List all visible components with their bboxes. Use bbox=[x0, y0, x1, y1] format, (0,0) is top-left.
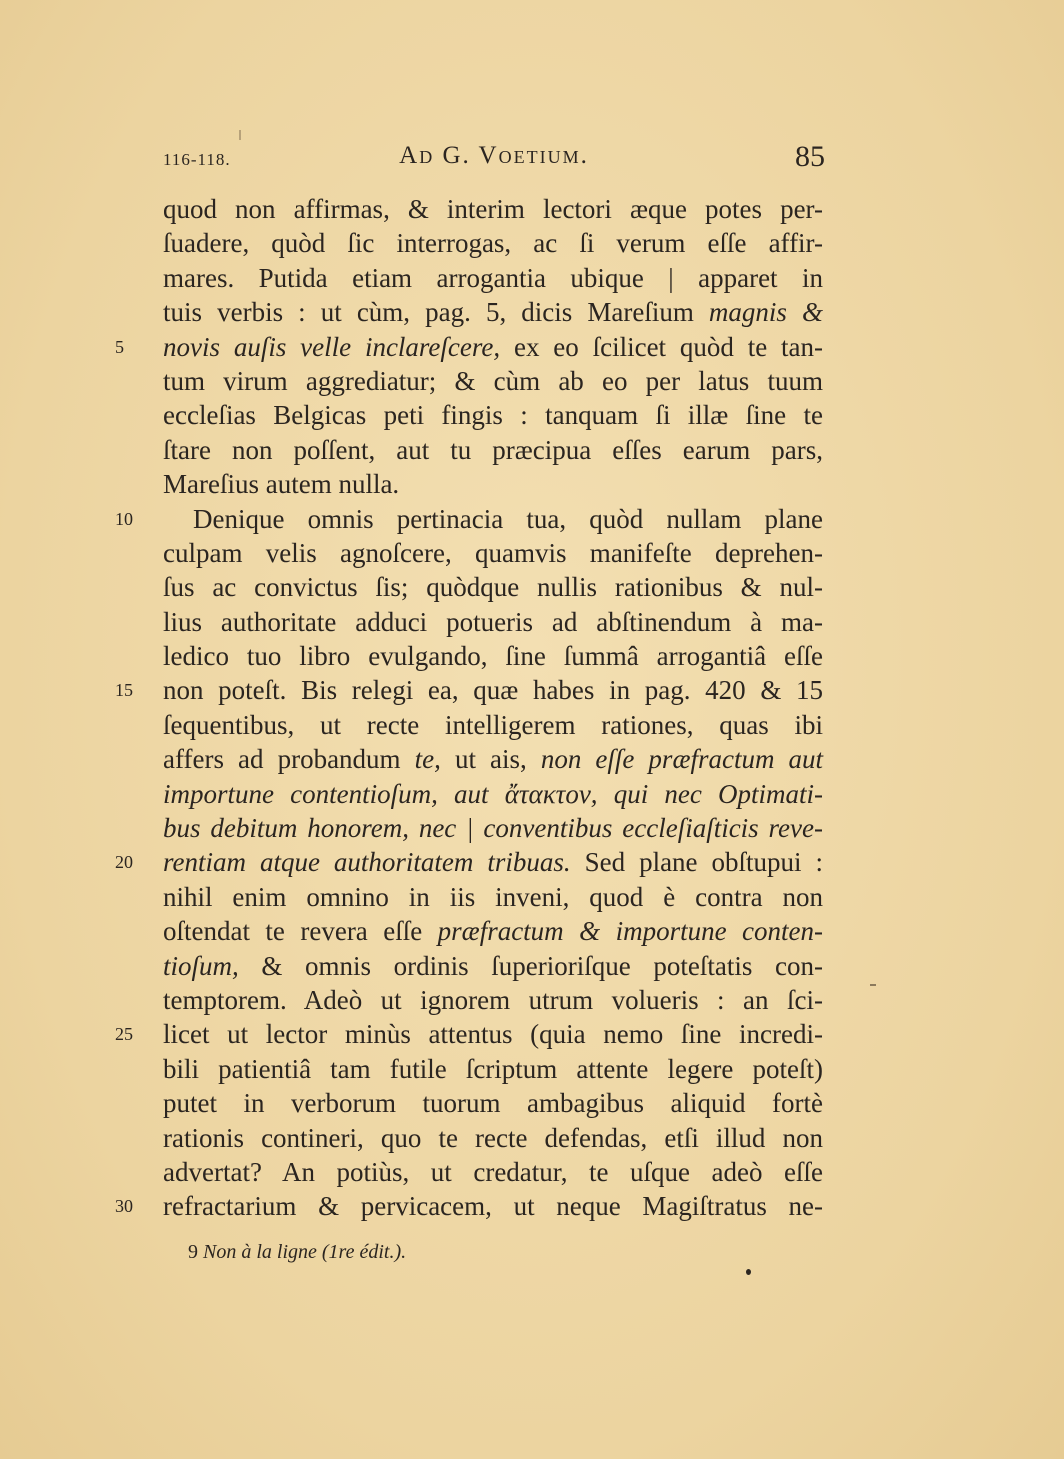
text-segment: ſtare non poſſent, aut tu præcipua eſſes earum pars, bbox=[163, 434, 823, 465]
text-line bbox=[163, 398, 823, 432]
text-segment: tum virum aggrediatur; & cùm ab eo per latus tuum bbox=[163, 365, 823, 396]
text-segment: putet in verborum tuorum ambagibus aliquid fortè bbox=[163, 1088, 823, 1119]
text-segment: Mareſius autem nulla. bbox=[163, 469, 400, 500]
text-segment: oſtendat te revera eſſe bbox=[163, 916, 438, 947]
text-segment: ledico tuo libro evulgando, ſine ſummâ arrogantiâ eſſe bbox=[163, 641, 823, 672]
italic-text: te, bbox=[414, 744, 441, 775]
italic-text: magnis & bbox=[708, 297, 823, 328]
text-line bbox=[163, 742, 823, 776]
text-segment: nihil enim omnino in iis inveni, quod è contra non bbox=[163, 881, 823, 912]
italic-text: bus debitum honorem, nec | conventibus eccleſiaſticis reve- bbox=[163, 813, 823, 844]
line-number: 10 bbox=[115, 508, 133, 529]
text-segment: bili patientiâ tam futile ſcriptum attente legere poteſt) bbox=[163, 1053, 823, 1084]
text-line bbox=[163, 467, 823, 501]
footnote-number: 9 bbox=[188, 1241, 198, 1263]
text-line bbox=[163, 811, 823, 845]
text-line bbox=[163, 1052, 823, 1086]
text-segment: ſuadere, quòd ſic interrogas, ac ſi verum eſſe affir- bbox=[163, 228, 823, 259]
text-segment: licet ut lector minùs attentus (quia nemo ſine incredi- bbox=[163, 1019, 823, 1050]
italic-text: præfractum & importune conten- bbox=[437, 916, 823, 947]
margin-mark bbox=[239, 130, 241, 140]
text-line bbox=[115, 502, 823, 536]
text-segment: quod non affirmas, & interim lectori æque potes per- bbox=[163, 194, 823, 224]
header-range: 116-118. bbox=[163, 150, 231, 169]
text-line bbox=[115, 673, 823, 707]
text-line bbox=[163, 708, 823, 742]
footnote-text: Non à la ligne (1re édit.). bbox=[203, 1241, 407, 1263]
text-line bbox=[163, 880, 823, 914]
italic-text: novis auſis velle inclareſcere, bbox=[163, 331, 501, 362]
text-line bbox=[163, 261, 823, 295]
line-number: 30 bbox=[115, 1196, 133, 1217]
text-segment: rationis contineri, quo te recte defendas, etſi illud non bbox=[163, 1122, 823, 1153]
line-number: 5 bbox=[115, 336, 124, 357]
text-line bbox=[163, 192, 823, 226]
body-text bbox=[115, 192, 824, 1224]
text-segment: refractarium & pervicacem, ut neque Magiſtratus ne- bbox=[163, 1191, 823, 1222]
page-number: 85 bbox=[795, 140, 825, 173]
italic-text: tioſum, bbox=[163, 950, 239, 981]
text-segment: tuis verbis : ut cùm, pag. 5, dicis Mareſium bbox=[163, 297, 709, 328]
italic-text: importune contentioſum, aut ἄτακτον, qui nec Optimati- bbox=[163, 778, 823, 809]
text-line bbox=[163, 983, 823, 1017]
running-header bbox=[163, 142, 825, 182]
text-line bbox=[163, 639, 823, 673]
text-line bbox=[163, 914, 823, 948]
text-line bbox=[163, 433, 823, 467]
text-line bbox=[115, 1189, 823, 1223]
italic-text: rentiam atque authoritatem tribuas. bbox=[163, 847, 571, 878]
text-segment: culpam velis agnoſcere, quamvis manifeſte deprehen- bbox=[163, 537, 823, 568]
text-line bbox=[163, 364, 823, 398]
text-line bbox=[115, 845, 823, 879]
text-segment: & omnis ordinis ſuperioriſque poteſtatis con- bbox=[238, 950, 823, 981]
text-line bbox=[115, 330, 823, 364]
text-line bbox=[163, 605, 823, 639]
line-number: 20 bbox=[115, 852, 133, 873]
text-line bbox=[163, 1121, 823, 1155]
text-line bbox=[163, 570, 823, 604]
text-line bbox=[163, 226, 823, 260]
text-segment: advertat? An potiùs, ut credatur, te uſque adeò eſſe bbox=[163, 1156, 823, 1187]
text-line bbox=[163, 1155, 823, 1189]
text-line bbox=[115, 1017, 823, 1051]
text-segment: eccleſias Belgicas peti fingis : tanquam ſi illæ ſine te bbox=[163, 400, 823, 431]
text-segment: temptorem. Adeò ut ignorem utrum volueris : an ſci- bbox=[163, 984, 823, 1015]
ink-speck bbox=[870, 984, 876, 986]
text-segment: ex eo ſcilicet quòd te tan- bbox=[500, 331, 823, 362]
text-segment: mares. Putida etiam arrogantia ubique | apparet in bbox=[163, 262, 823, 293]
footnote bbox=[188, 1241, 406, 1264]
text-segment: Sed plane obſtupui : bbox=[570, 847, 823, 878]
text-segment: Denique omnis pertinacia tua, quòd nullam plane bbox=[193, 503, 823, 534]
text-line bbox=[163, 536, 823, 570]
text-line bbox=[163, 777, 823, 811]
line-number: 15 bbox=[115, 680, 133, 701]
header-title: Ad G. Voetium. bbox=[399, 142, 589, 169]
italic-text: non eſſe præfractum aut bbox=[540, 744, 824, 775]
line-number: 25 bbox=[115, 1024, 133, 1045]
ink-speck bbox=[746, 1269, 751, 1275]
text-line bbox=[163, 949, 823, 983]
text-line bbox=[163, 295, 823, 329]
text-segment: ſequentibus, ut recte intelligerem rationes, quas ibi bbox=[163, 709, 823, 740]
text-segment: non poteſt. Bis relegi ea, quæ habes in pag. 420 & 15 bbox=[163, 675, 823, 706]
text-segment: ut ais, bbox=[440, 744, 541, 775]
text-segment: lius authoritate adduci potueris ad abſtinendum à ma- bbox=[163, 606, 823, 637]
text-segment: ſus ac convictus ſis; quòdque nullis rationibus & nul- bbox=[163, 572, 823, 603]
text-line bbox=[163, 1086, 823, 1120]
text-segment: affers ad probandum bbox=[163, 744, 415, 775]
